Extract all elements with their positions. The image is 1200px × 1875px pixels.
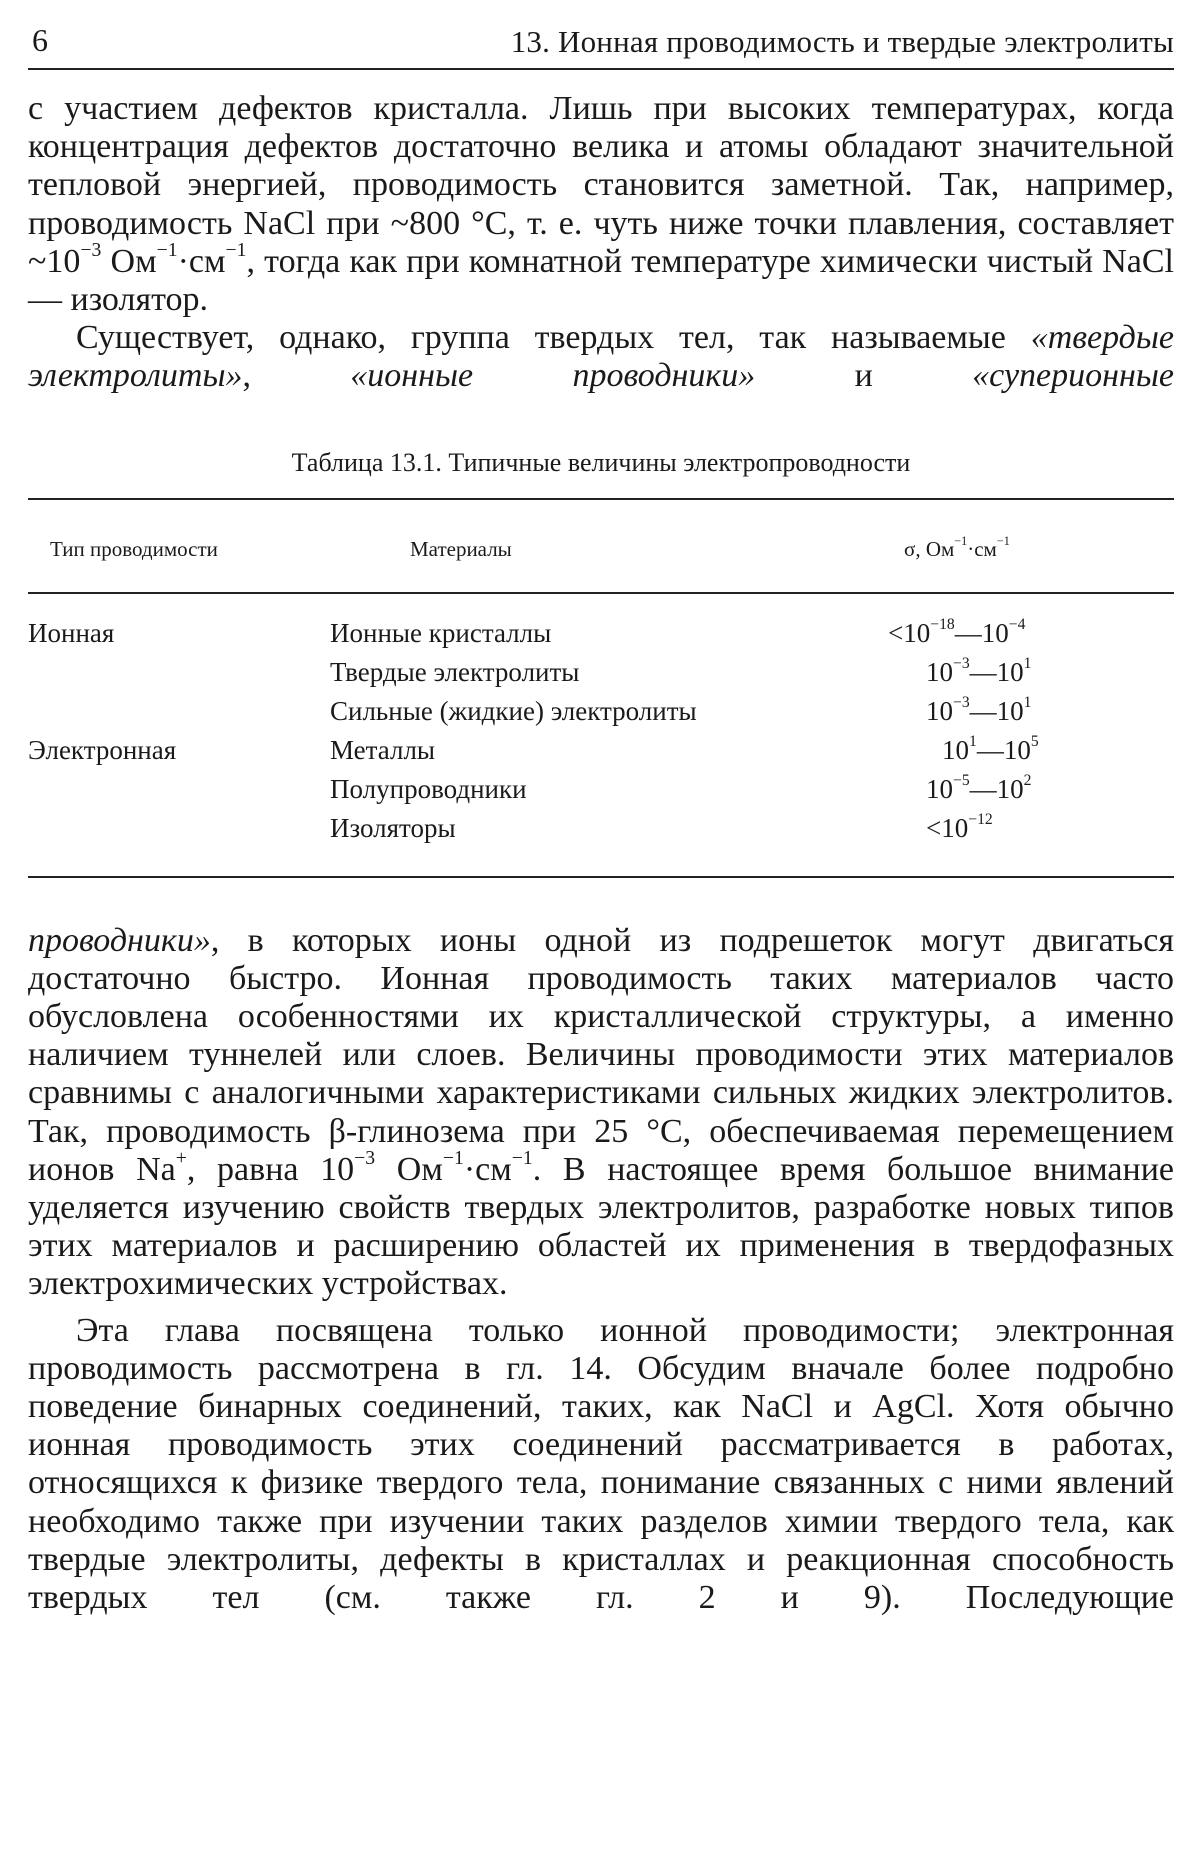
p1-exponent-3: −1: [225, 238, 247, 261]
table-row: [28, 653, 1174, 692]
term-ionic-conductors: «ионные проводники»: [350, 357, 756, 395]
row-material: Полупроводники: [330, 773, 527, 804]
table-row: [28, 809, 1174, 848]
header-sigma-base: σ, Ом: [904, 536, 955, 561]
header-conductivity-type: Тип проводимости: [50, 536, 218, 561]
p3-text-e: . В настоящее время большое внимание уделяется изучению свойств твердых электролитов, разработке новых типов этих материалов и расширению областей их применения в твердофазных электрохимических устройствах.: [28, 1150, 1174, 1303]
header-sigma: [904, 534, 1010, 562]
p3-exponent-1: −3: [354, 1146, 376, 1169]
sigma-range: —10: [954, 617, 1009, 648]
table-row: [28, 731, 1174, 770]
p1-exponent-1: −3: [80, 238, 102, 261]
row-material: Металлы: [330, 734, 436, 765]
term-superionic-end: проводники»: [28, 921, 211, 959]
row-material: Изоляторы: [330, 812, 456, 843]
paragraph-4: Эта глава посвящена только ионной проводимости; электронная проводимость рассмотрена в гл. 14. Обсудим вначале более подробно поведение бинарных соединений, таких, как NaCl и AgCl. Хотя обычно ионная проводимость этих соединений рассматривается в работах, относящихся к физике твердого тела, понимание связанных с ними явлений необходимо также при изучении таких разделов химии твердого тела, как твердые электролиты, дефекты в кристаллах и реакционная способность твердых тел (см. также гл. 2 и 9). Последующие: [28, 1311, 1174, 1617]
sigma-base: 10: [942, 734, 969, 765]
p2-text: Существует, однако, группа твердых тел, так называемые: [76, 319, 1031, 357]
sigma-exp-high: −4: [1008, 615, 1026, 633]
row-material: Сильные (жидкие) электролиты: [330, 695, 697, 726]
sigma-range: —10: [969, 773, 1024, 804]
row-sigma: [926, 810, 993, 844]
sigma-base: <10: [888, 617, 931, 648]
header-sigma-cm: ·см: [967, 536, 997, 561]
row-material: Твердые электролиты: [330, 656, 580, 687]
paragraph-2: [28, 319, 1174, 395]
p3-unit-cm: ·см: [463, 1150, 512, 1188]
sigma-exp-low: −5: [953, 771, 970, 789]
sigma-base: <10: [926, 812, 969, 843]
table-bottom-rule: [28, 876, 1174, 878]
sigma-exp-low: −12: [968, 810, 993, 828]
sigma-range: —10: [976, 734, 1031, 765]
term-superionic-start: «суперионные: [972, 357, 1175, 395]
row-sigma: [926, 693, 1032, 727]
row-sigma: [942, 732, 1039, 766]
p1-unit-cm: ·см: [177, 242, 226, 280]
paragraph-1: [28, 90, 1174, 319]
row-type: Ионная: [28, 617, 115, 648]
row-type: Электронная: [28, 734, 177, 765]
sigma-base: 10: [926, 695, 953, 726]
book-page: [28, 18, 1174, 1617]
p1-text: с участием дефектов кристалла. Лишь при высоких температурах, когда концентрация дефектов достаточно велика и атомы обладают значительной тепловой энергией, проводимость становится заметной. Так, например, проводимость NaCl при ~800 °C, т. е. чуть ниже точки плавления, составляет ~10: [28, 90, 1174, 280]
page-number: 6: [32, 22, 48, 58]
sigma-exp-high: 1: [1023, 654, 1032, 672]
p1-unit-ohm: Ом: [101, 242, 157, 280]
table-row: [28, 614, 1174, 653]
sigma-exp-low: −3: [953, 654, 970, 672]
header-sigma-exp1: −1: [954, 534, 968, 549]
p3-unit-ohm: Ом: [375, 1150, 443, 1188]
table-row: [28, 770, 1174, 809]
row-material: Ионные кристаллы: [330, 617, 552, 648]
page-header: [28, 18, 1174, 70]
sigma-base: 10: [926, 773, 953, 804]
sigma-range: —10: [969, 695, 1024, 726]
row-sigma: [888, 615, 1026, 649]
term-solid-electrolytes: «твердые электролиты»: [28, 319, 1174, 395]
header-materials: Материалы: [410, 536, 512, 561]
p3-exponent-3: −1: [511, 1146, 533, 1169]
row-sigma: [926, 654, 1032, 688]
header-sigma-exp2: −1: [996, 534, 1010, 549]
running-title: 13. Ионная проводимость и твердые электролиты: [510, 24, 1174, 59]
sigma-exp-high: 1: [1023, 693, 1032, 711]
p3-text-b: , равна 10: [186, 1150, 355, 1188]
paragraph-3: [28, 922, 1174, 1304]
p1-exponent-2: −1: [156, 238, 178, 261]
p1-text-end: , тогда как при комнатной температуре химически чистый NaCl — изолятор.: [28, 242, 1174, 319]
row-sigma: [926, 771, 1032, 805]
sigma-exp-low: −3: [953, 693, 970, 711]
p2-separator-1: ,: [242, 357, 351, 395]
conductivity-table: [28, 498, 1174, 878]
sigma-exp-high: 2: [1023, 771, 1032, 789]
sigma-range: —10: [969, 656, 1024, 687]
table-caption: Таблица 13.1. Типичные величины электропроводности: [291, 447, 911, 477]
p2-separator-2: и: [755, 357, 973, 395]
p3-exponent-2: −1: [442, 1146, 464, 1169]
sigma-base: 10: [926, 656, 953, 687]
p3-text: , в которых ионы одной из подрешеток могут двигаться достаточно быстро. Ионная проводимость таких материалов часто обусловлена особенностями их кристаллической структуры, а именно наличием туннелей или слоев. Величины проводимости этих материалов сравнимы с аналогичными характеристиками сильных жидких электролитов. Так, проводимость β-глинозема при 25 °C, обеспечиваемая перемещением ионов Na: [28, 921, 1174, 1188]
table-row: [28, 692, 1174, 731]
sigma-exp-low: −18: [930, 615, 955, 633]
sigma-exp-high: 5: [1030, 732, 1039, 750]
table-header-row: [28, 500, 1174, 592]
p3-sodium-charge: +: [175, 1146, 187, 1169]
sigma-exp-low: 1: [969, 732, 977, 750]
